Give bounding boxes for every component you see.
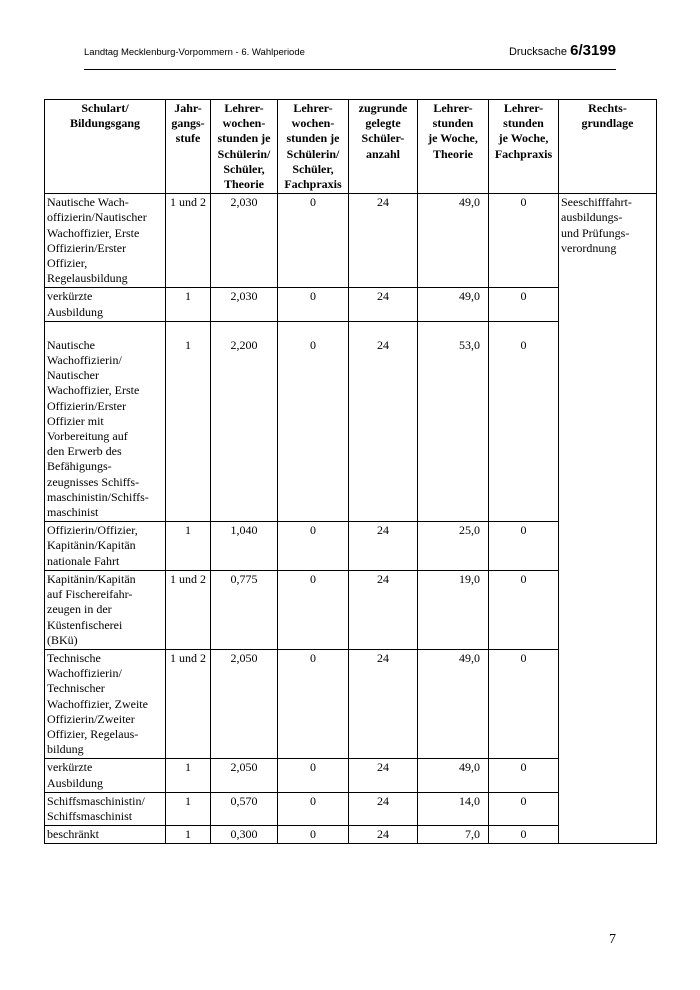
cell-legal-basis: Seeschifffahrt- ausbildungs- und Prüfungs- verordnung [559, 194, 657, 844]
cell-lws-fachpraxis: 0 [278, 826, 349, 844]
cell-ls-fachpraxis: 0 [489, 288, 559, 321]
cell-lws-fachpraxis: 0 [278, 792, 349, 825]
cell-lws-theorie: 2,030 [211, 288, 278, 321]
cell-schueleranzahl: 24 [349, 792, 418, 825]
cell-lws-fachpraxis: 0 [278, 570, 349, 649]
cell-ls-theorie: 53,0 [418, 321, 489, 521]
cell-jahrgangsstufe: 1 [166, 288, 211, 321]
col-header-rechtsgrundlage: Rechts- grundlage [559, 100, 657, 194]
cell-schueleranzahl: 24 [349, 288, 418, 321]
col-header-schulart: Schulart/ Bildungsgang [45, 100, 166, 194]
cell-ls-theorie: 7,0 [418, 826, 489, 844]
cell-lws-theorie: 2,030 [211, 194, 278, 288]
cell-lws-theorie: 2,050 [211, 649, 278, 758]
cell-ls-fachpraxis: 0 [489, 194, 559, 288]
cell-lws-theorie: 0,570 [211, 792, 278, 825]
cell-ls-fachpraxis: 0 [489, 792, 559, 825]
cell-schueleranzahl: 24 [349, 759, 418, 792]
cell-lws-theorie: 0,300 [211, 826, 278, 844]
cell-schueleranzahl: 24 [349, 194, 418, 288]
cell-lws-theorie: 2,200 [211, 321, 278, 521]
cell-ls-theorie: 19,0 [418, 570, 489, 649]
cell-bildungsgang: Nautische Wachoffizierin/ Nautischer Wachoffizier, Erste Offizierin/Erster Offizier mit Vorbereitung auf den Erwerb des Befähigungs- zeugnisses Schiffs- maschinistin/Schiffs- maschinist [45, 321, 166, 521]
cell-ls-fachpraxis: 0 [489, 826, 559, 844]
header-rule [84, 69, 616, 70]
cell-schueleranzahl: 24 [349, 649, 418, 758]
table-header-row [45, 100, 657, 194]
cell-jahrgangsstufe: 1 und 2 [166, 649, 211, 758]
cell-bildungsgang: Offizierin/Offizier, Kapitänin/Kapitän nationale Fahrt [45, 522, 166, 571]
table-row [45, 194, 657, 288]
col-header-ls-praxis: Lehrer- stunden je Woche, Fachpraxis [489, 100, 559, 194]
cell-schueleranzahl: 24 [349, 570, 418, 649]
cell-lws-fachpraxis: 0 [278, 288, 349, 321]
cell-ls-fachpraxis: 0 [489, 570, 559, 649]
cell-ls-theorie: 49,0 [418, 194, 489, 288]
cell-jahrgangsstufe: 1 und 2 [166, 570, 211, 649]
cell-bildungsgang: Technische Wachoffizierin/ Technischer Wachoffizier, Zweite Offizierin/Zweiter Offizier, Regelaus- bildung [45, 649, 166, 758]
header-document-id: 6/3199 [570, 42, 616, 59]
cell-ls-fachpraxis: 0 [489, 321, 559, 521]
cell-jahrgangsstufe: 1 [166, 792, 211, 825]
cell-lws-fachpraxis: 0 [278, 522, 349, 571]
col-header-stufe: Jahr- gangs- stufe [166, 100, 211, 194]
header-document-label: Drucksache [508, 46, 571, 58]
cell-ls-theorie: 25,0 [418, 522, 489, 571]
cell-jahrgangsstufe: 1 [166, 759, 211, 792]
col-header-anzahl: zugrunde gelegte Schüler- anzahl [349, 100, 418, 194]
cell-ls-fachpraxis: 0 [489, 649, 559, 758]
cell-jahrgangsstufe: 1 [166, 321, 211, 521]
cell-lws-fachpraxis: 0 [278, 321, 349, 521]
cell-bildungsgang: Nautische Wach- offizierin/Nautischer Wachoffizier, Erste Offizierin/Erster Offizier, Regelausbildung [45, 194, 166, 288]
cell-jahrgangsstufe: 1 und 2 [166, 194, 211, 288]
col-header-ls-theorie: Lehrer- stunden je Woche, Theorie [418, 100, 489, 194]
cell-ls-fachpraxis: 0 [489, 759, 559, 792]
page-number: 7 [609, 932, 616, 947]
header-parliament: Landtag Mecklenburg-Vorpommern - 6. Wahlperiode [84, 47, 305, 58]
cell-bildungsgang: verkürzte Ausbildung [45, 759, 166, 792]
cell-bildungsgang: verkürzte Ausbildung [45, 288, 166, 321]
cell-bildungsgang: Kapitänin/Kapitän auf Fischereifahr- zeugen in der Küstenfischerei (BKü) [45, 570, 166, 649]
col-header-lws-praxis: Lehrer- wochen- stunden je Schülerin/ Schüler, Fachpraxis [278, 100, 349, 194]
cell-lws-fachpraxis: 0 [278, 759, 349, 792]
cell-ls-theorie: 49,0 [418, 288, 489, 321]
cell-lws-theorie: 2,050 [211, 759, 278, 792]
cell-ls-theorie: 14,0 [418, 792, 489, 825]
col-header-lws-theorie: Lehrer- wochen- stunden je Schülerin/ Schüler, Theorie [211, 100, 278, 194]
table-body [45, 194, 657, 844]
cell-lws-theorie: 0,775 [211, 570, 278, 649]
cell-schueleranzahl: 24 [349, 522, 418, 571]
cell-bildungsgang: beschränkt [45, 826, 166, 844]
teacher-hours-table [44, 99, 657, 844]
cell-ls-theorie: 49,0 [418, 759, 489, 792]
cell-jahrgangsstufe: 1 [166, 522, 211, 571]
cell-lws-fachpraxis: 0 [278, 194, 349, 288]
header-document-number [509, 42, 616, 60]
cell-lws-fachpraxis: 0 [278, 649, 349, 758]
cell-schueleranzahl: 24 [349, 826, 418, 844]
cell-jahrgangsstufe: 1 [166, 826, 211, 844]
cell-schueleranzahl: 24 [349, 321, 418, 521]
cell-lws-theorie: 1,040 [211, 522, 278, 571]
cell-ls-fachpraxis: 0 [489, 522, 559, 571]
cell-ls-theorie: 49,0 [418, 649, 489, 758]
cell-bildungsgang: Schiffsmaschinistin/ Schiffsmaschinist [45, 792, 166, 825]
